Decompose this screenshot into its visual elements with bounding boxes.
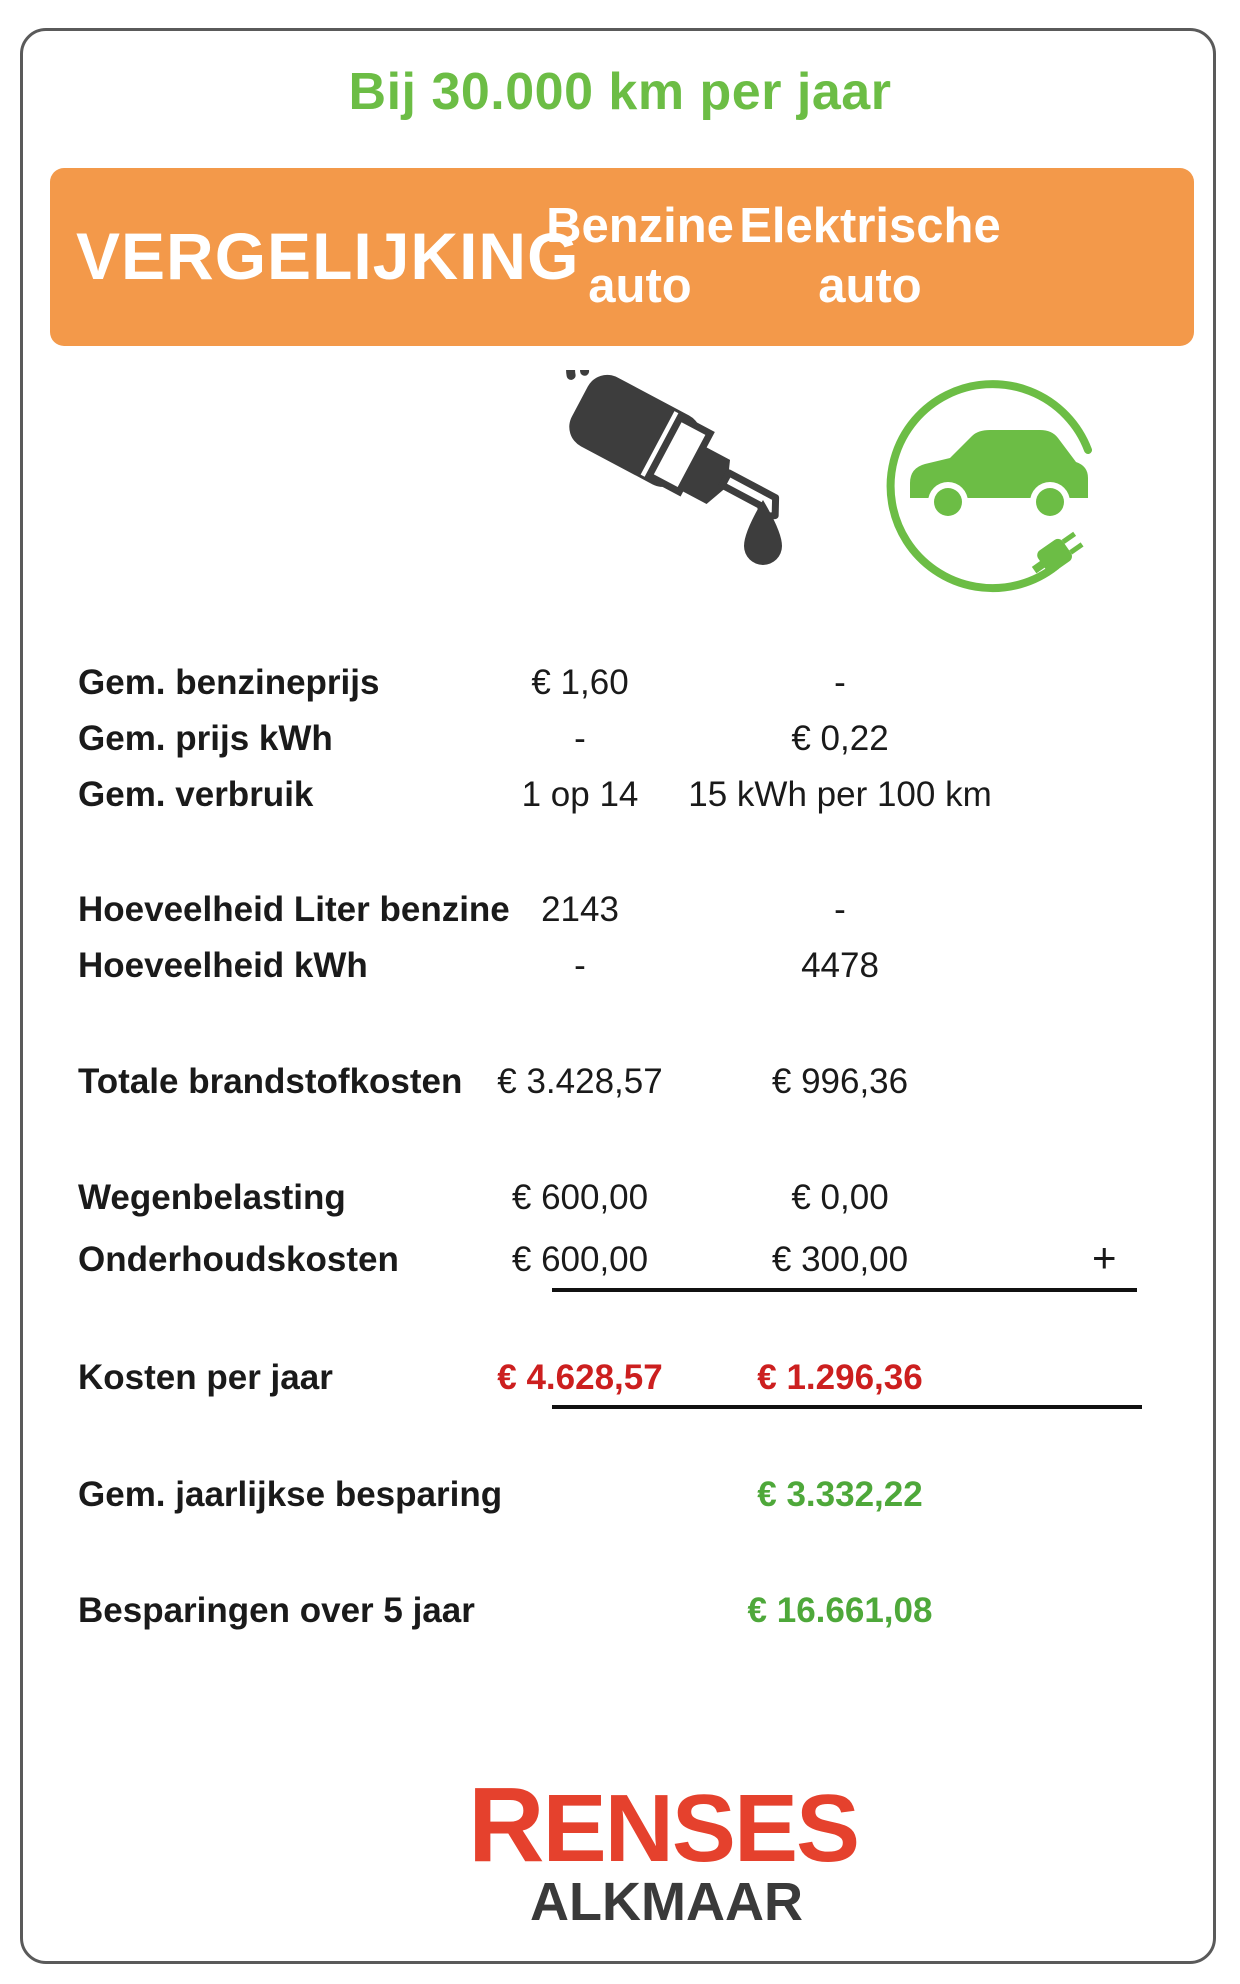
header-banner [50,168,1194,346]
table-row-jaarlijkse-besparing [0,1475,1240,1525]
row-label: Hoeveelheid kWh [78,946,368,985]
sum-divider [552,1288,1137,1292]
fuel-nozzle-icon [530,370,800,595]
table-row-benzineprijs [0,663,1240,713]
row-label: Gem. jaarlijkse besparing [78,1475,503,1514]
table-row-kwh [0,946,1240,996]
table-row-wegenbelasting [0,1178,1240,1228]
page-title: Bij 30.000 km per jaar [348,63,892,121]
elektrisch-value: € 3.332,22 [757,1475,923,1514]
benzine-value: € 600,00 [511,1240,649,1279]
header-elektrisch-column [650,196,1090,316]
row-label: Gem. prijs kWh [78,719,333,758]
row-label: Gem. benzineprijs [78,663,380,702]
benzine-value: € 1,60 [531,663,629,702]
table-row-liter-benzine [0,890,1240,940]
logo-name-initial: R [468,1766,543,1884]
benzine-value: € 4.628,57 [497,1358,663,1397]
elektrisch-value: € 300,00 [771,1240,909,1279]
electric-car-plug-icon [880,378,1112,596]
header-main-label: VERGELIJKING [76,219,580,293]
elektrisch-value: 15 kWh per 100 km [688,775,992,814]
table-row-verbruik [0,775,1240,825]
benzine-value: - [574,719,586,758]
row-label: Onderhoudskosten [78,1240,399,1279]
table-row-brandstofkosten [0,1062,1240,1112]
logo-name-rest: ENSES [542,1775,859,1882]
benzine-value: - [574,946,586,985]
table-row-prijs-kwh [0,719,1240,769]
renses-logo [462,1766,859,1932]
header-benzine-line2: auto [588,259,692,313]
logo-name [468,1766,859,1884]
table-row-besparing-5-jaar [0,1591,1240,1641]
total-divider [552,1405,1142,1409]
plus-sign: + [1092,1234,1117,1281]
elektrisch-value: € 16.661,08 [747,1591,933,1630]
elektrisch-value: € 0,00 [791,1178,889,1217]
row-label: Gem. verbruik [78,775,314,814]
benzine-value: € 3.428,57 [497,1062,663,1101]
header-benzine-line1: Benzine [546,199,734,253]
benzine-value: 2143 [541,890,619,929]
elektrisch-value: € 0,22 [791,719,889,758]
elektrisch-value: - [834,890,846,929]
row-label: Wegenbelasting [78,1178,346,1217]
logo-city: ALKMAAR [530,1872,803,1932]
table-row-kosten-per-jaar [0,1358,1240,1408]
row-label: Besparingen over 5 jaar [78,1591,475,1630]
row-label: Kosten per jaar [78,1358,333,1397]
header-elektrisch-line2: auto [818,259,922,313]
benzine-value: € 600,00 [511,1178,649,1217]
benzine-value: 1 op 14 [521,775,639,814]
header-elektrisch-line1: Elektrische [739,199,1001,253]
elektrisch-value: € 1.296,36 [757,1358,923,1397]
elektrisch-value: 4478 [801,946,879,985]
row-label: Hoeveelheid Liter benzine [78,890,510,929]
elektrisch-value: - [834,663,846,702]
row-label: Totale brandstofkosten [78,1062,463,1101]
elektrisch-value: € 996,36 [771,1062,909,1101]
table-row-onderhoudskosten [0,1234,1240,1290]
